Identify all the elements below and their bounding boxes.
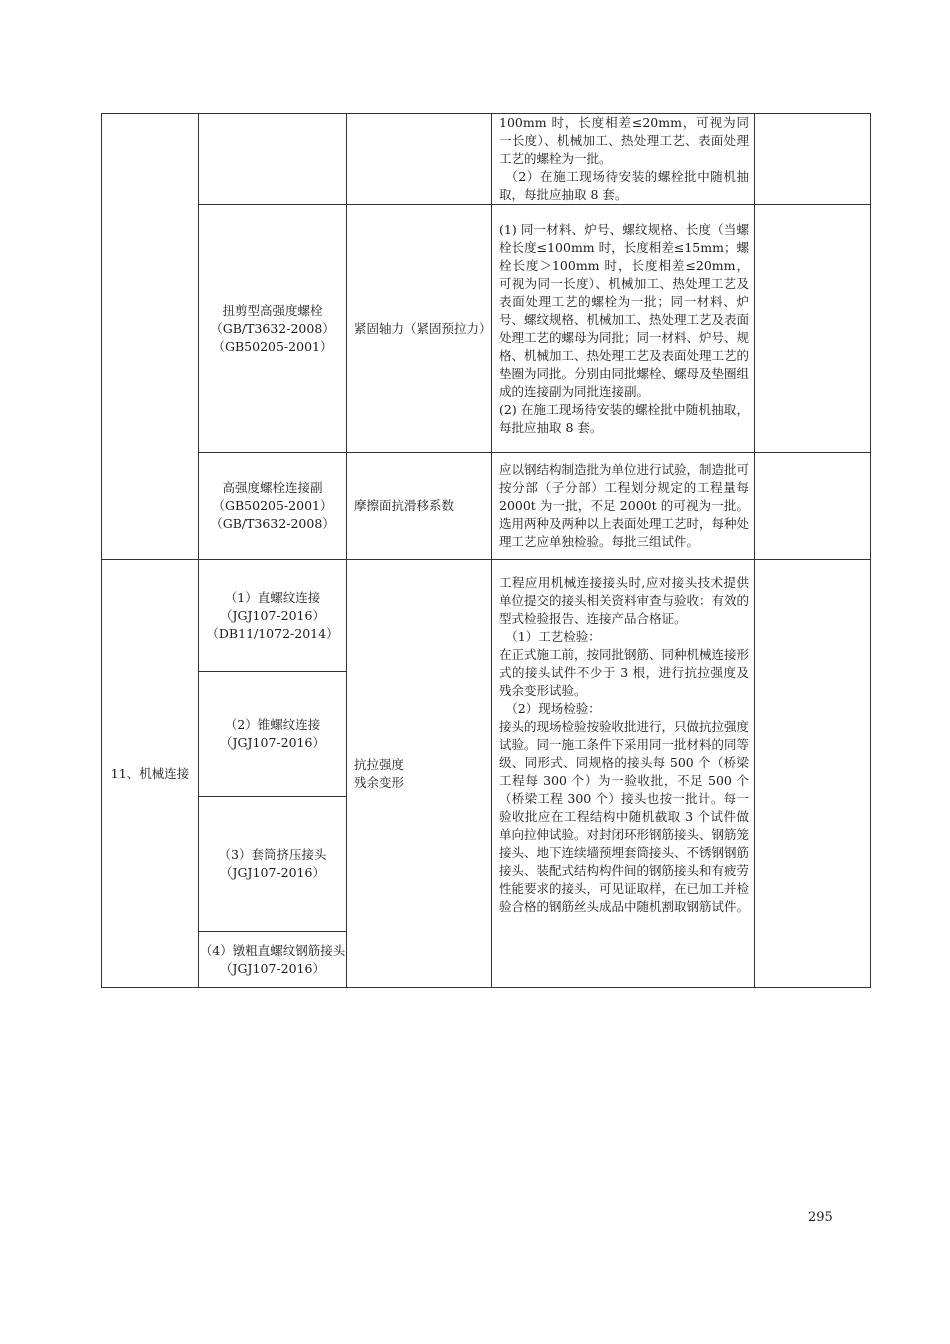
method-line: 在正式施工前，按同批钢筋、同种机械连接形式的接头试件不少于 3 根，进行抗拉强度及残余变形试验。	[499, 647, 750, 698]
group-cell	[102, 114, 199, 560]
product-cell: 高强度螺栓连接副 （GB50205-2001） （GB/T3632-2008）	[199, 453, 347, 560]
group-cell: 11、机械连接	[102, 560, 199, 988]
sampling-method-cell	[492, 453, 755, 560]
test-item-cell: 紧固轴力（紧固预拉力）	[347, 205, 492, 453]
method-line: （2）在施工现场待安装的螺栓批中随机抽取，每批应抽取 8 套。	[499, 169, 749, 202]
notes-cell	[755, 205, 871, 453]
method-line: (1) 同一材料、炉号、螺纹规格、长度（当螺栓长度≤100mm 时，长度相差≤15mm；螺栓长度＞100mm 时，长度相差≤20mm，可视为同一长度）、机械加工、热处理工艺及表面处理工艺的螺栓为一批；同一材料、炉号、螺纹规格、机械加工、热处理工艺及表面处理工艺的螺母为同批；同一材料、炉号、规格、机械加工、热处理工艺及表面处理工艺的垫圈为同批。分别由同批螺栓、螺母及垫圈组成的连接副为同批连接副。	[499, 221, 750, 399]
method-line: 应以钢结构制造批为单位进行试验，制造批可按分部（子分部）工程划分规定的工程量每 2000t 为一批，不足 2000t 的可视为一批。选用两种及两种以上表面处理工艺时，每种处理工艺应单独检验。每批三组试件。	[499, 462, 750, 549]
test-item-cell	[347, 114, 492, 205]
sampling-method-cell	[492, 560, 755, 988]
inspection-table	[101, 113, 871, 988]
method-line: 工程应用机械连接接头时,应对接头技术提供单位提交的接头相关资料审查与验收：有效的型式检验报告、连接产品合格证。	[499, 575, 750, 626]
product-cell: （2）锥螺纹连接 （JGJ107-2016）	[199, 672, 347, 797]
test-item-cell: 抗拉强度 残余变形	[347, 560, 492, 988]
product-cell: 扭剪型高强度螺栓 （GB/T3632-2008） （GB50205-2001）	[199, 205, 347, 453]
notes-cell	[755, 560, 871, 988]
method-line: （1）工艺检验：	[505, 629, 601, 644]
page-number: 295	[808, 1210, 833, 1225]
sampling-method-cell	[492, 205, 755, 453]
method-line: 接头的现场检验按验收批进行，只做抗拉强度试验。同一施工条件下采用同一批材料的同等级、同形式、同规格的接头每 500 个（桥梁工程每 300 个）为一验收批，不足 500 个（桥梁工程 300 个）接头也按一批计。每一验收批应在工程结构中随机截取 3 个试件做单向拉伸试验。对封闭环形钢筋接头、钢筋笼接头、地下连续墙预埋套筒接头、不锈钢钢筋接头、装配式结构构件间的钢筋接头和有疲劳性能要求的接头，可见证取样，在已加工并检验合格的钢筋丝头成品中随机割取钢筋试件。	[499, 719, 750, 914]
table-row	[102, 560, 871, 672]
test-item-cell: 摩擦面抗滑移系数	[347, 453, 492, 560]
product-cell: （3）套筒挤压接头 （JGJ107-2016）	[199, 797, 347, 932]
notes-cell	[755, 114, 871, 205]
notes-cell	[755, 453, 871, 560]
sampling-method-cell	[492, 114, 755, 205]
product-cell: （4）镦粗直螺纹钢筋接头 （JGJ107-2016）	[199, 932, 347, 988]
table-row	[102, 114, 871, 205]
method-line: 100mm 时，长度相差≤20mm，可视为同一长度）、机械加工、热处理工艺、表面处理工艺的螺栓为一批。	[499, 115, 749, 166]
method-line: (2) 在施工现场待安装的螺栓批中随机抽取，每批应抽取 8 套。	[499, 401, 749, 435]
method-line: （2）现场检验：	[505, 701, 601, 716]
product-cell	[199, 114, 347, 205]
table-row	[102, 453, 871, 560]
table-row	[102, 205, 871, 453]
product-cell: （1）直螺纹连接 （JGJ107-2016） （DB11/1072-2014）	[199, 560, 347, 672]
